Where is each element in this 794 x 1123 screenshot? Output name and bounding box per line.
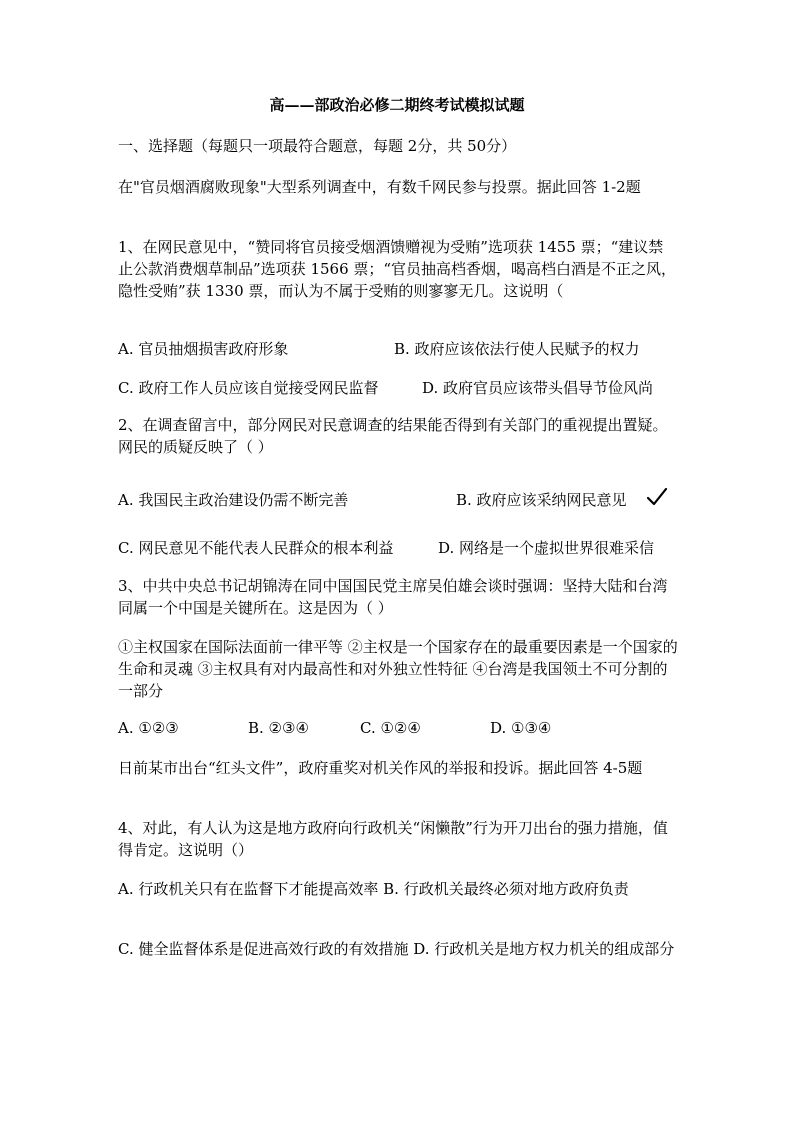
option-c: C. ①②④ [360, 719, 421, 737]
option-d: D. ①③④ [490, 719, 552, 737]
option-a: A. ①②③ [118, 719, 179, 737]
option-b: B. ②③④ [248, 719, 309, 737]
option-c: C. 网民意见不能代表人民群众的根本利益 [118, 539, 394, 557]
option-c: C. 政府工作人员应该自觉接受网民监督 [118, 379, 379, 397]
question-2-stem: 2、在调查留言中，部分网民对民意调查的结果能否得到有关部门的重视提出置疑。网民的质疑反映了（ ） [118, 416, 668, 456]
option-b: B. 政府应该采纳网民意见 [456, 491, 627, 509]
option-d: D. 网络是一个虚拟世界很难采信 [438, 539, 655, 557]
question-group-intro: 在"官员烟酒腐败现象"大型系列调查中，有数千网民参与投票。据此回答 1-2题 [118, 178, 641, 196]
checkmark-icon [645, 485, 669, 509]
option-a: A. 我国民主政治建设仍需不断完善 [118, 491, 349, 509]
question-4-options-ab: A. 行政机关只有在监督下才能提高效率 B. 行政机关最终必须对地方政府负责 [118, 880, 629, 898]
question-group-intro: 日前某市出台“红头文件”，政府重奖对机关作风的举报和投诉。据此回答 4-5题 [118, 759, 643, 777]
question-1-stem: 1、在网民意见中，“赞同将官员接受烟酒馈赠视为受贿”选项获 1455 票；“建议禁止公款消费烟草制品”选项获 1566 票；“官员抽高档香烟，喝高档白酒是不正之风，隐性受贿”获 1330 票，而认为不属于受贿的则寥寥无几。这说明（ [118, 238, 677, 300]
page-title: 高——部政治必修二期终考试模拟试题 [269, 96, 525, 114]
question-4-stem: 4、对此，有人认为这是地方政府向行政机关“闲懒散”行为开刀出台的强力措施，值得肯定。这说明（） [118, 819, 668, 859]
option-d: D. 政府官员应该带头倡导节俭风尚 [422, 379, 654, 397]
question-3-statements: ①主权国家在国际法面前一律平等 ②主权是一个国家存在的最重要因素是一个国家的生命和灵魂 ③主权具有对内最高性和对外独立性特征 ④台湾是我国领土不可分割的一部分 [118, 638, 678, 700]
option-b: B. 政府应该依法行使人民赋予的权力 [394, 340, 640, 358]
question-3-stem: 3、中共中央总书记胡锦涛在同中国国民党主席吴伯雄会谈时强调：坚持大陆和台湾同属一个中国是关键所在。这是因为（ ） [118, 577, 668, 617]
question-4-options-cd: C. 健全监督体系是促进高效行政的有效措施 D. 行政机关是地方权力机关的组成部分 [118, 940, 675, 958]
option-a: A. 官员抽烟损害政府形象 [118, 340, 289, 358]
section-heading: 一、选择题（每题只一项最符合题意，每题 2分，共 50分） [118, 137, 517, 155]
